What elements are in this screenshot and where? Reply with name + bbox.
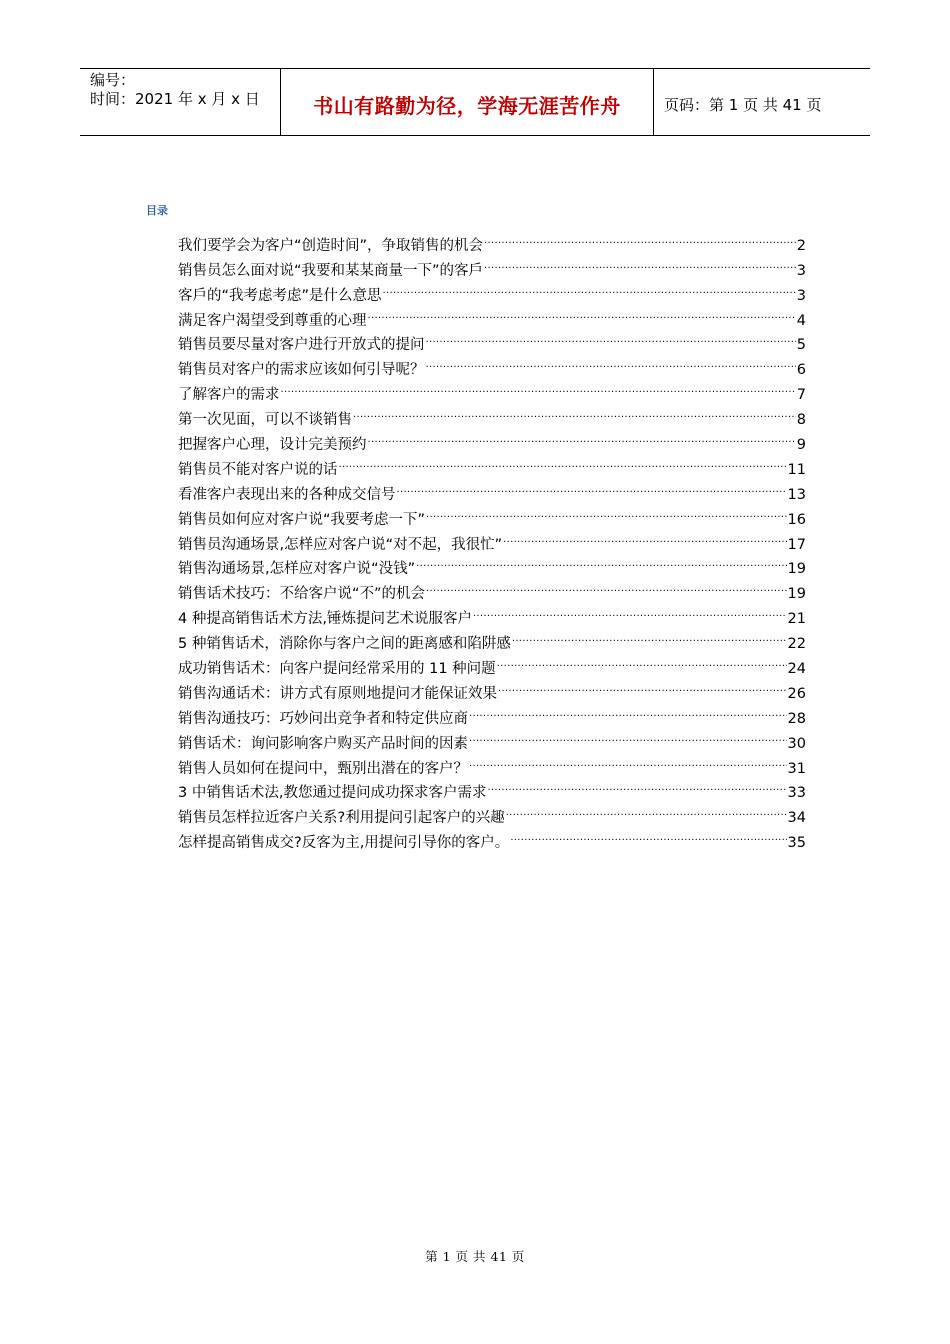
toc-dot-leader xyxy=(281,374,796,399)
toc-entry-page[interactable]: 13 xyxy=(787,486,806,503)
toc-entry-page[interactable]: 17 xyxy=(787,536,806,553)
toc-entry-page[interactable]: 21 xyxy=(787,611,806,628)
header-meta-cell xyxy=(80,69,281,135)
toc-entry-label[interactable]: 销售员对客户的需求应该如何引导呢？ xyxy=(178,362,425,379)
toc-entry-label[interactable]: 销售话术：询问影响客户购买产品时间的因素 xyxy=(178,735,468,752)
toc-dot-leader xyxy=(368,424,796,449)
toc-dot-leader xyxy=(498,673,787,698)
toc-entry-label[interactable]: 我们要学会为客户“创造时间”，争取销售的机会 xyxy=(178,237,484,254)
toc-dot-leader xyxy=(469,723,787,748)
table-of-contents xyxy=(178,225,806,852)
toc-entry-label[interactable]: 5 种销售话术，消除你与客户之间的距离感和陷阱感 xyxy=(178,636,511,653)
toc-entry-label[interactable]: 看准客户表现出来的各种成交信号 xyxy=(178,486,396,503)
toc-entry-page[interactable]: 28 xyxy=(787,710,806,727)
toc-entry-label[interactable]: 销售员如何应对客户说“我要考虑一下” xyxy=(178,511,426,528)
header-page-info: 页码：第 1 页 共 41 页 xyxy=(664,95,822,114)
toc-entry-label[interactable]: 满足客户渴望受到尊重的心理 xyxy=(178,312,367,329)
toc-entry-label[interactable]: 4 种提高销售话术方法,锤炼提问艺术说服客户 xyxy=(178,611,472,628)
toc-entry-page[interactable]: 31 xyxy=(787,760,806,777)
toc-dot-leader xyxy=(426,349,796,374)
document-number-label: 编号： xyxy=(90,71,136,89)
toc-entry-label[interactable]: 销售沟通场景,怎样应对客户说“没钱” xyxy=(178,561,416,578)
toc-entry-label[interactable]: 了解客户的需求 xyxy=(178,387,280,404)
toc-entry-page[interactable]: 16 xyxy=(787,511,806,528)
toc-entry-page[interactable]: 22 xyxy=(787,636,806,653)
toc-dot-leader xyxy=(426,573,787,598)
toc-dot-leader xyxy=(497,648,787,673)
toc-entry-label[interactable]: 怎样提高销售成交?反客为主,用提问引导你的客户。 xyxy=(178,835,510,852)
toc-dot-leader xyxy=(473,598,787,623)
toc-entry-page[interactable]: 8 xyxy=(796,412,806,429)
toc-entry-label[interactable]: 销售员沟通场景,怎样应对客户说“对不起，我很忙” xyxy=(178,536,503,553)
toc-entry-page[interactable]: 34 xyxy=(787,810,806,827)
document-header xyxy=(80,68,870,136)
toc-entry-page[interactable]: 9 xyxy=(796,437,806,454)
header-motto: 书山有路勤为径，学海无涯苦作舟 xyxy=(313,93,621,118)
toc-entry-page[interactable]: 3 xyxy=(796,262,806,279)
toc-dot-leader xyxy=(397,474,787,499)
toc-dot-leader xyxy=(469,748,787,773)
toc-dot-leader xyxy=(426,499,787,524)
toc-entry-page[interactable]: 35 xyxy=(787,835,806,852)
toc-dot-leader xyxy=(512,623,787,648)
toc-dot-leader xyxy=(339,449,787,474)
toc-entry-page[interactable]: 7 xyxy=(796,387,806,404)
toc-entry-page[interactable]: 5 xyxy=(796,337,806,354)
toc-entry-label[interactable]: 把握客户心理，设计完美预约 xyxy=(178,437,367,454)
toc-entry-label[interactable]: 客戶的“我考虑考虑”是什么意思 xyxy=(178,287,382,304)
toc-dot-leader xyxy=(484,225,796,250)
toc-entry-label[interactable]: 销售员要尽量对客户进行开放式的提问 xyxy=(178,337,425,354)
toc-dot-leader xyxy=(510,822,786,847)
toc-entry[interactable] xyxy=(178,225,806,254)
toc-entry-page[interactable]: 26 xyxy=(787,685,806,702)
toc-entry-page[interactable]: 3 xyxy=(796,287,806,304)
toc-entry-page[interactable]: 30 xyxy=(787,735,806,752)
toc-entry-label[interactable]: 第一次见面，可以不谈销售 xyxy=(178,412,352,429)
toc-entry-label[interactable]: 销售沟通技巧：巧妙问出竞争者和特定供应商 xyxy=(178,710,468,727)
toc-dot-leader xyxy=(506,797,787,822)
toc-dot-leader xyxy=(484,250,796,275)
toc-dot-leader xyxy=(503,524,786,549)
toc-entry-label[interactable]: 销售员怎样拉近客户关系?利用提问引起客户的兴趣 xyxy=(178,810,505,827)
toc-entry-label[interactable]: 成功销售话术：向客户提问经常采用的 11 种问题 xyxy=(178,661,496,678)
document-date: 时间：2021 年 x 月 x 日 xyxy=(90,90,260,108)
toc-entry-label[interactable]: 销售话术技巧：不给客户说“不”的机会 xyxy=(178,586,426,603)
toc-dot-leader xyxy=(353,399,796,424)
toc-entry-label[interactable]: 3 中销售话术法,教您通过提问成功探求客户需求 xyxy=(178,785,487,802)
toc-entry-page[interactable]: 2 xyxy=(796,237,806,254)
toc-entry-page[interactable]: 19 xyxy=(787,561,806,578)
toc-dot-leader xyxy=(487,773,786,798)
toc-dot-leader xyxy=(416,549,786,574)
toc-entry-page[interactable]: 4 xyxy=(796,312,806,329)
toc-entry-label[interactable]: 销售沟通话术：讲方式有原则地提问才能保证效果 xyxy=(178,685,497,702)
toc-dot-leader xyxy=(368,300,796,325)
toc-dot-leader xyxy=(426,325,796,350)
toc-entry-label[interactable]: 销售人员如何在提问中，甄别出潜在的客户？ xyxy=(178,760,468,777)
header-page-cell xyxy=(654,71,870,137)
toc-entry-label[interactable]: 销售员不能对客户说的话 xyxy=(178,461,338,478)
toc-entry-page[interactable]: 6 xyxy=(796,362,806,379)
toc-entry-page[interactable]: 24 xyxy=(787,661,806,678)
toc-entry-page[interactable]: 11 xyxy=(787,461,806,478)
toc-entry-page[interactable]: 19 xyxy=(787,586,806,603)
toc-entry-label[interactable]: 销售员怎么面对说“我要和某某商量一下”的客戶 xyxy=(178,262,484,279)
toc-dot-leader xyxy=(469,698,787,723)
toc-dot-leader xyxy=(383,275,796,300)
page-footer: 第 1 页 共 41 页 xyxy=(425,1249,525,1264)
header-motto-cell xyxy=(281,69,654,135)
toc-title[interactable]: 目录 xyxy=(146,204,168,217)
toc-entry-page[interactable]: 33 xyxy=(787,785,806,802)
